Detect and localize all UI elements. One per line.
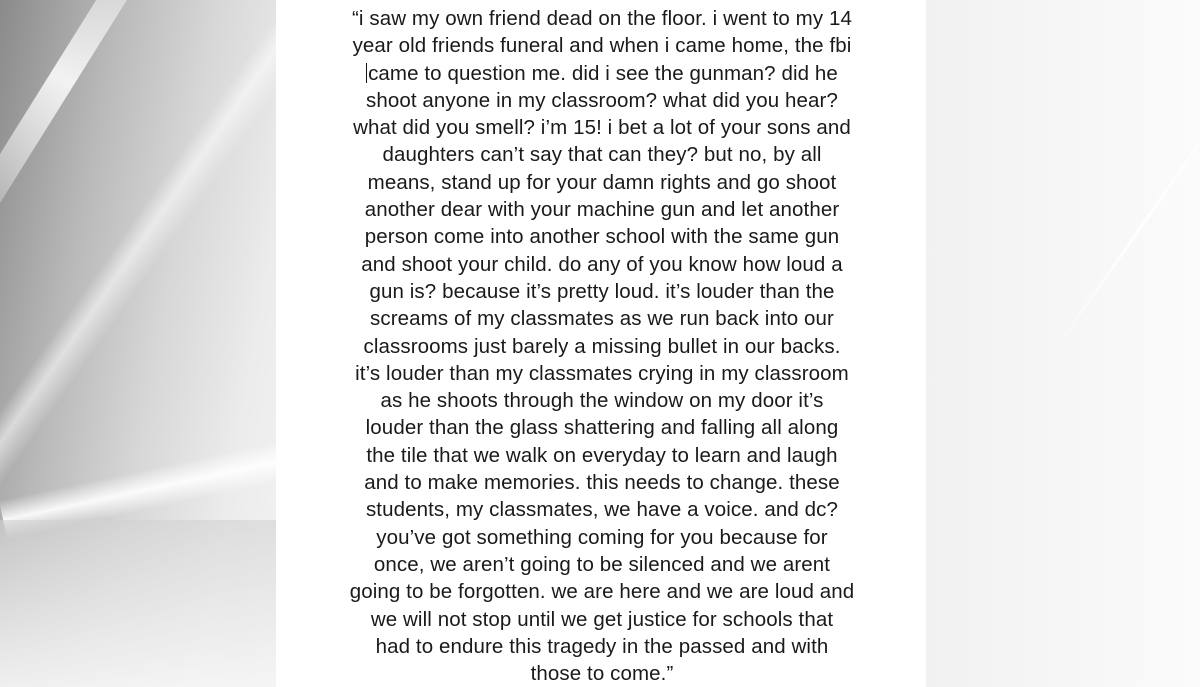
text-cursor [366,63,367,83]
quote-line: as he shoots through the window on my door it’s [380,389,824,413]
quote-document [276,0,926,687]
quote-line: the tile that we walk on everyday to learn and laugh [366,443,838,467]
quote-line: screams of my classmates as we run back into our [370,307,834,331]
quote-line: shoot anyone in my classroom? what did you hear? [365,88,838,112]
quote-line: you’ve got something coming for you because for [376,525,828,549]
quote-line: means, stand up for your damn rights and go shoot [367,170,837,194]
quote-line: students, my classmates, we have a voice. and dc? [365,498,839,522]
background-right-panel [926,0,1200,687]
background-left-panel [0,0,276,687]
quote-line: daughters can’t say that can they? but no, by all [382,143,822,167]
quote-line-with-caret [292,60,912,87]
quote-line: classrooms just barely a missing bullet in our backs. [363,334,841,358]
quote-line: we will not stop until we get justice for schools that [370,607,834,631]
quote-line: had to endure this tragedy in the passed and with [375,634,829,658]
quote-line: those to come.” [530,662,674,686]
quote-line: and shoot your child. do any of you know how loud a [361,252,843,276]
quote-line: once, we aren’t going to be silenced and we arent [373,552,831,576]
background-shade [0,520,276,687]
quote-text [292,5,912,687]
quote-line: another dear with your machine gun and let another [364,198,840,222]
light-beam [0,0,185,264]
quote-line: louder than the glass shattering and falling all along [365,416,839,440]
quote-line: going to be forgotten. we are here and we are loud and [349,580,855,604]
quote-line: gun is? because it’s pretty loud. it’s louder than the [369,279,835,303]
quote-line: what did you smell? i’m 15! i bet a lot of your sons and [353,116,851,140]
quote-line: and to make memories. this needs to change. these [364,471,840,495]
quote-line: year old friends funeral and when i came home, the fbi [352,34,852,58]
quote-line: came to question me. did i see the gunman? did he [368,61,838,85]
light-streak [1046,81,1200,361]
quote-line: it’s louder than my classmates crying in my classroom [355,361,849,385]
quote-line: “i saw my own friend dead on the floor. i went to my 14 [351,7,853,30]
quote-line: person come into another school with the same gun [364,225,840,249]
